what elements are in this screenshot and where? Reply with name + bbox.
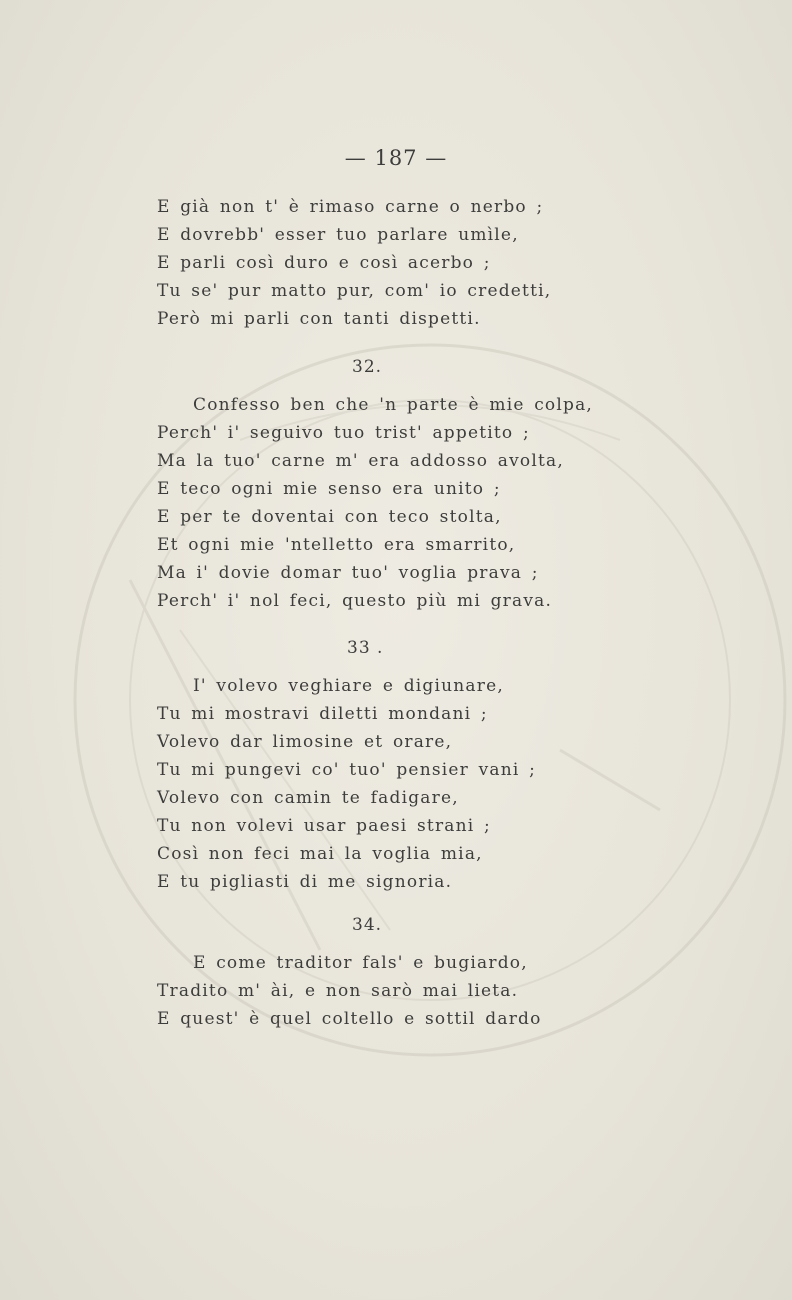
verse-line: Perch' i' nol feci, questo più mi grava. <box>157 591 553 611</box>
verse-line: E come traditor fals' e bugiardo, <box>193 953 528 973</box>
verse-line: Tu se' pur matto pur, com' io credetti, <box>157 281 552 301</box>
verse-line: Così non feci mai la voglia mia, <box>157 844 483 864</box>
verse-line: Et ogni mie 'ntelletto era smarrito, <box>157 535 516 555</box>
verse-line: E dovrebb' esser tuo parlare umìle, <box>157 225 519 245</box>
verse-line: E quest' è quel coltello e sottil dardo <box>157 1009 542 1029</box>
verse-line: E teco ogni mie senso era unito ; <box>157 479 501 499</box>
verse-line: Ma la tuo' carne m' era addosso avolta, <box>157 451 564 471</box>
verse-line: Tu non volevi usar paesi strani ; <box>157 816 491 836</box>
verse-line: Tu mi mostravi diletti mondani ; <box>157 704 488 724</box>
verse-line: Però mi parli con tanti dispetti. <box>157 309 481 329</box>
verse-line: Perch' i' seguivo tuo trist' appetito ; <box>157 423 530 443</box>
stanza-number: 32. <box>352 357 383 377</box>
verse-line: E già non t' è rimaso carne o nerbo ; <box>157 197 544 217</box>
verse-line: E parli così duro e così acerbo ; <box>157 253 491 273</box>
verse-line: I' volevo veghiare e digiunare, <box>193 676 504 696</box>
stanza-number: 33 . <box>347 638 384 658</box>
stanza-number: 34. <box>352 915 383 935</box>
verse-line: E tu pigliasti di me signoria. <box>157 872 453 892</box>
verse-line: Tu mi pungevi co' tuo' pensier vani ; <box>157 760 537 780</box>
verse-line: Volevo con camin te fadigare, <box>157 788 459 808</box>
verse-line: Confesso ben che 'n parte è mie colpa, <box>193 395 594 415</box>
verse-line: E per te doventai con teco stolta, <box>157 507 502 527</box>
verse-line: Volevo dar limosine et orare, <box>157 732 453 752</box>
verse-line: Ma i' dovie domar tuo' voglia prava ; <box>157 563 539 583</box>
verse-line: Tradito m' ài, e non sarò mai lieta. <box>157 981 519 1001</box>
page-number: — 187 — <box>344 146 448 170</box>
